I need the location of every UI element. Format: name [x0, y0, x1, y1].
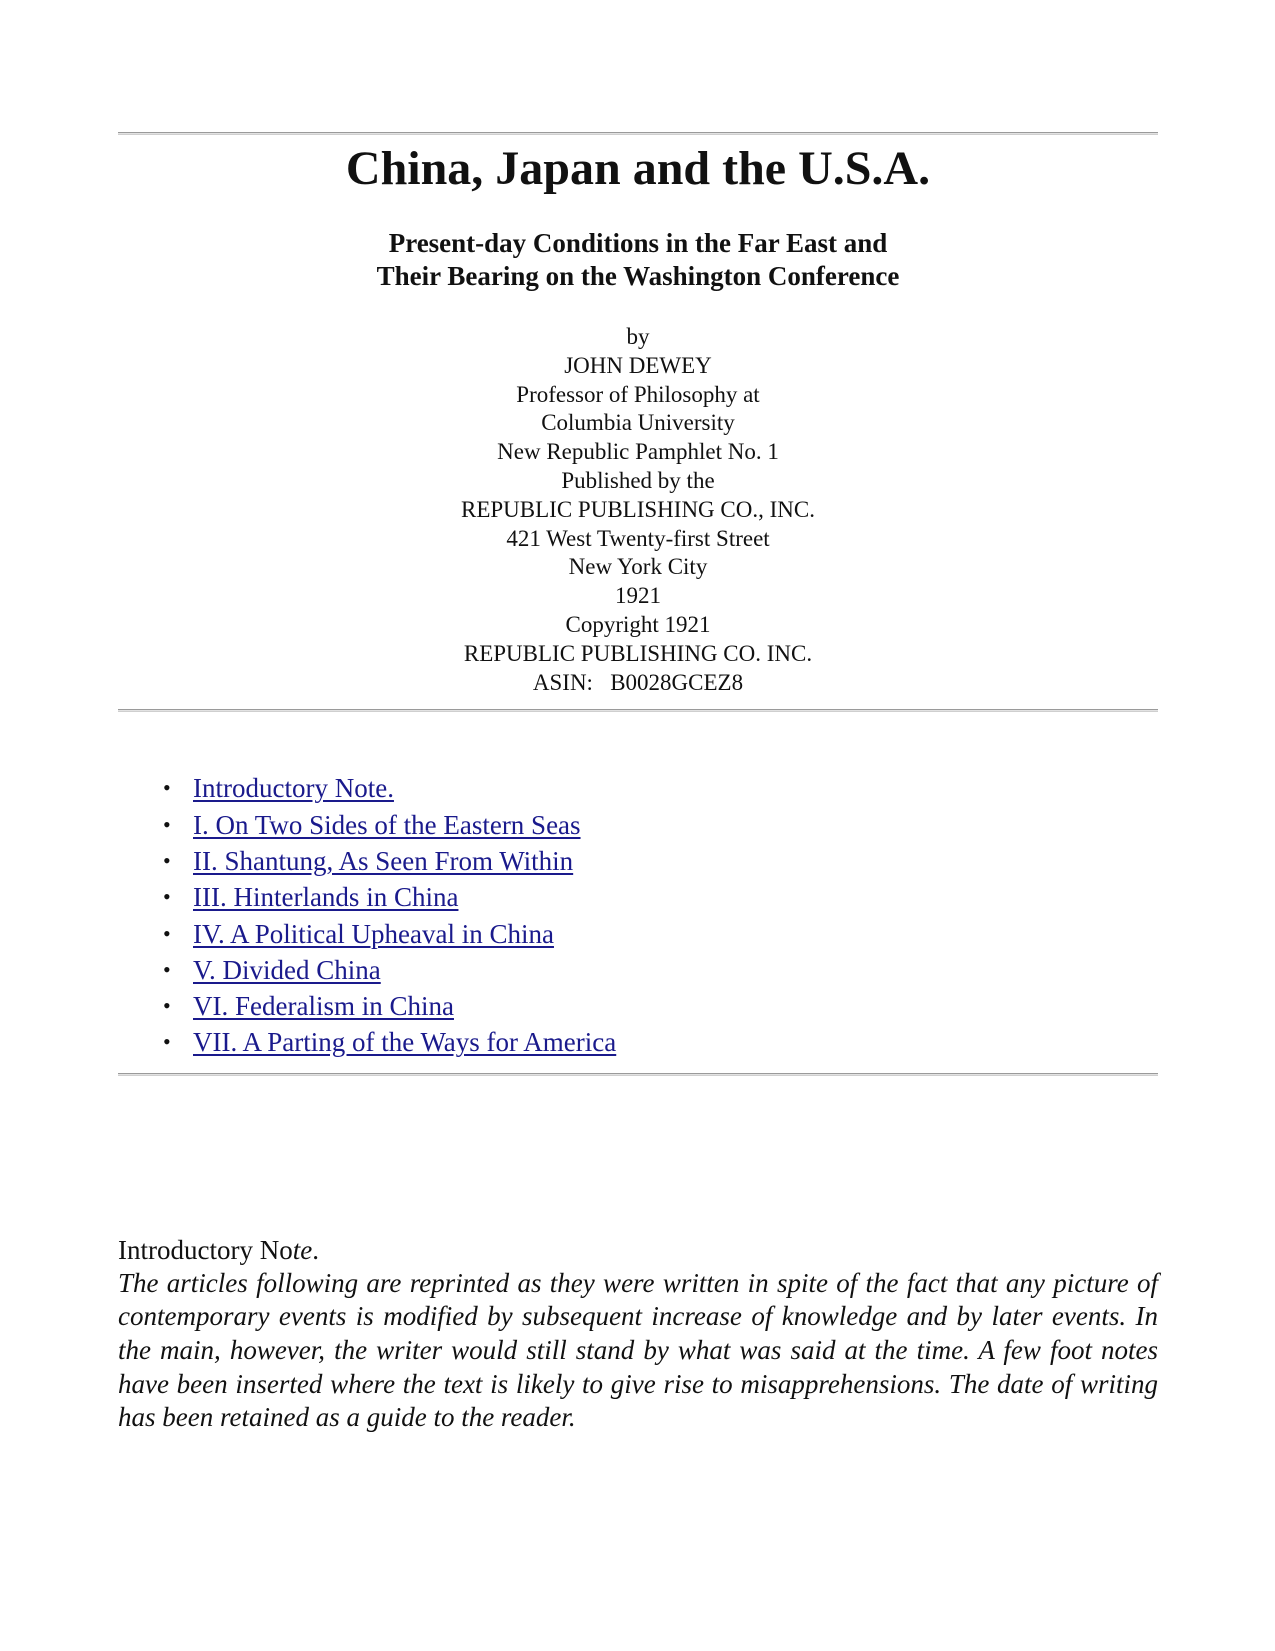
byline-copyright-holder: REPUBLIC PUBLISHING CO. INC.: [463, 640, 813, 666]
toc-item: [163, 952, 1158, 988]
toc-link-chapter-3[interactable]: III. Hinterlands in China: [193, 882, 459, 913]
byline-city: New York City: [568, 554, 708, 580]
document-page: [118, 132, 1158, 1435]
bullet-icon: •: [163, 1029, 171, 1055]
middle-rule: [118, 709, 1158, 712]
byline-block: [118, 323, 1158, 697]
bullet-icon: •: [163, 775, 171, 801]
bullet-icon: •: [163, 847, 171, 873]
toc-link-introductory-note[interactable]: Introductory Note.: [193, 773, 394, 804]
top-rule: [118, 132, 1158, 135]
byline-year: 1921: [615, 583, 661, 609]
introductory-note-heading: [118, 1233, 1158, 1267]
toc-link-chapter-2[interactable]: II. Shantung, As Seen From Within: [193, 845, 574, 876]
toc-item: [163, 770, 1158, 806]
toc-item: [163, 916, 1158, 952]
subtitle-line-2: Their Bearing on the Washington Conference: [376, 261, 900, 291]
toc-link-chapter-6[interactable]: VI. Federalism in China: [193, 991, 454, 1022]
byline-publisher: REPUBLIC PUBLISHING CO., INC.: [461, 496, 815, 522]
heading-text-end: .: [312, 1234, 319, 1265]
byline-by: by: [626, 324, 650, 349]
byline-university: Columbia University: [541, 410, 735, 436]
subtitle-line-1: Present-day Conditions in the Far East and: [388, 228, 888, 258]
bullet-icon: •: [163, 993, 171, 1019]
byline-pamphlet: New Republic Pamphlet No. 1: [497, 439, 779, 465]
book-title: China, Japan and the U.S.A.: [345, 142, 931, 195]
toc-item: [163, 879, 1158, 915]
bullet-icon: •: [163, 920, 171, 946]
toc-item: [163, 988, 1158, 1024]
introductory-note-section: [118, 1233, 1158, 1435]
toc-link-chapter-4[interactable]: IV. A Political Upheaval in China: [193, 918, 554, 949]
book-subtitle: [118, 227, 1158, 293]
table-of-contents: [118, 770, 1158, 1060]
byline-asin: ASIN: B0028GCEZ8: [532, 669, 744, 695]
byline-position: Professor of Philosophy at: [516, 381, 760, 407]
toc-link-chapter-5[interactable]: V. Divided China: [193, 954, 381, 985]
heading-text-plain: Introductory No: [118, 1234, 293, 1265]
heading-text-italic: te: [292, 1234, 313, 1265]
byline-published-by: Published by the: [561, 467, 715, 493]
toc-item: [163, 807, 1158, 843]
byline-author: JOHN DEWEY: [564, 352, 712, 378]
byline-copyright: Copyright 1921: [565, 611, 711, 637]
toc-item: [163, 1024, 1158, 1060]
introductory-note-body: The articles following are reprinted as they were written in spite of the fact that any picture of contemporary events is modified by subsequent increase of knowledge and by later events. In the main, however, the writer would still stand by what was said at the time. A few foot notes have been inserted where the text is likely to give rise to misapprehensions. The date of writing has been retained as a guide to the reader.: [118, 1267, 1158, 1433]
byline-street: 421 West Twenty-first Street: [506, 525, 770, 551]
toc-link-chapter-7[interactable]: VII. A Parting of the Ways for America: [193, 1027, 617, 1058]
bottom-rule: [118, 1073, 1158, 1076]
toc-link-chapter-1[interactable]: I. On Two Sides of the Eastern Seas: [193, 809, 581, 840]
bullet-icon: •: [163, 811, 171, 837]
toc-item: [163, 843, 1158, 879]
bullet-icon: •: [163, 884, 171, 910]
bullet-icon: •: [163, 956, 171, 982]
